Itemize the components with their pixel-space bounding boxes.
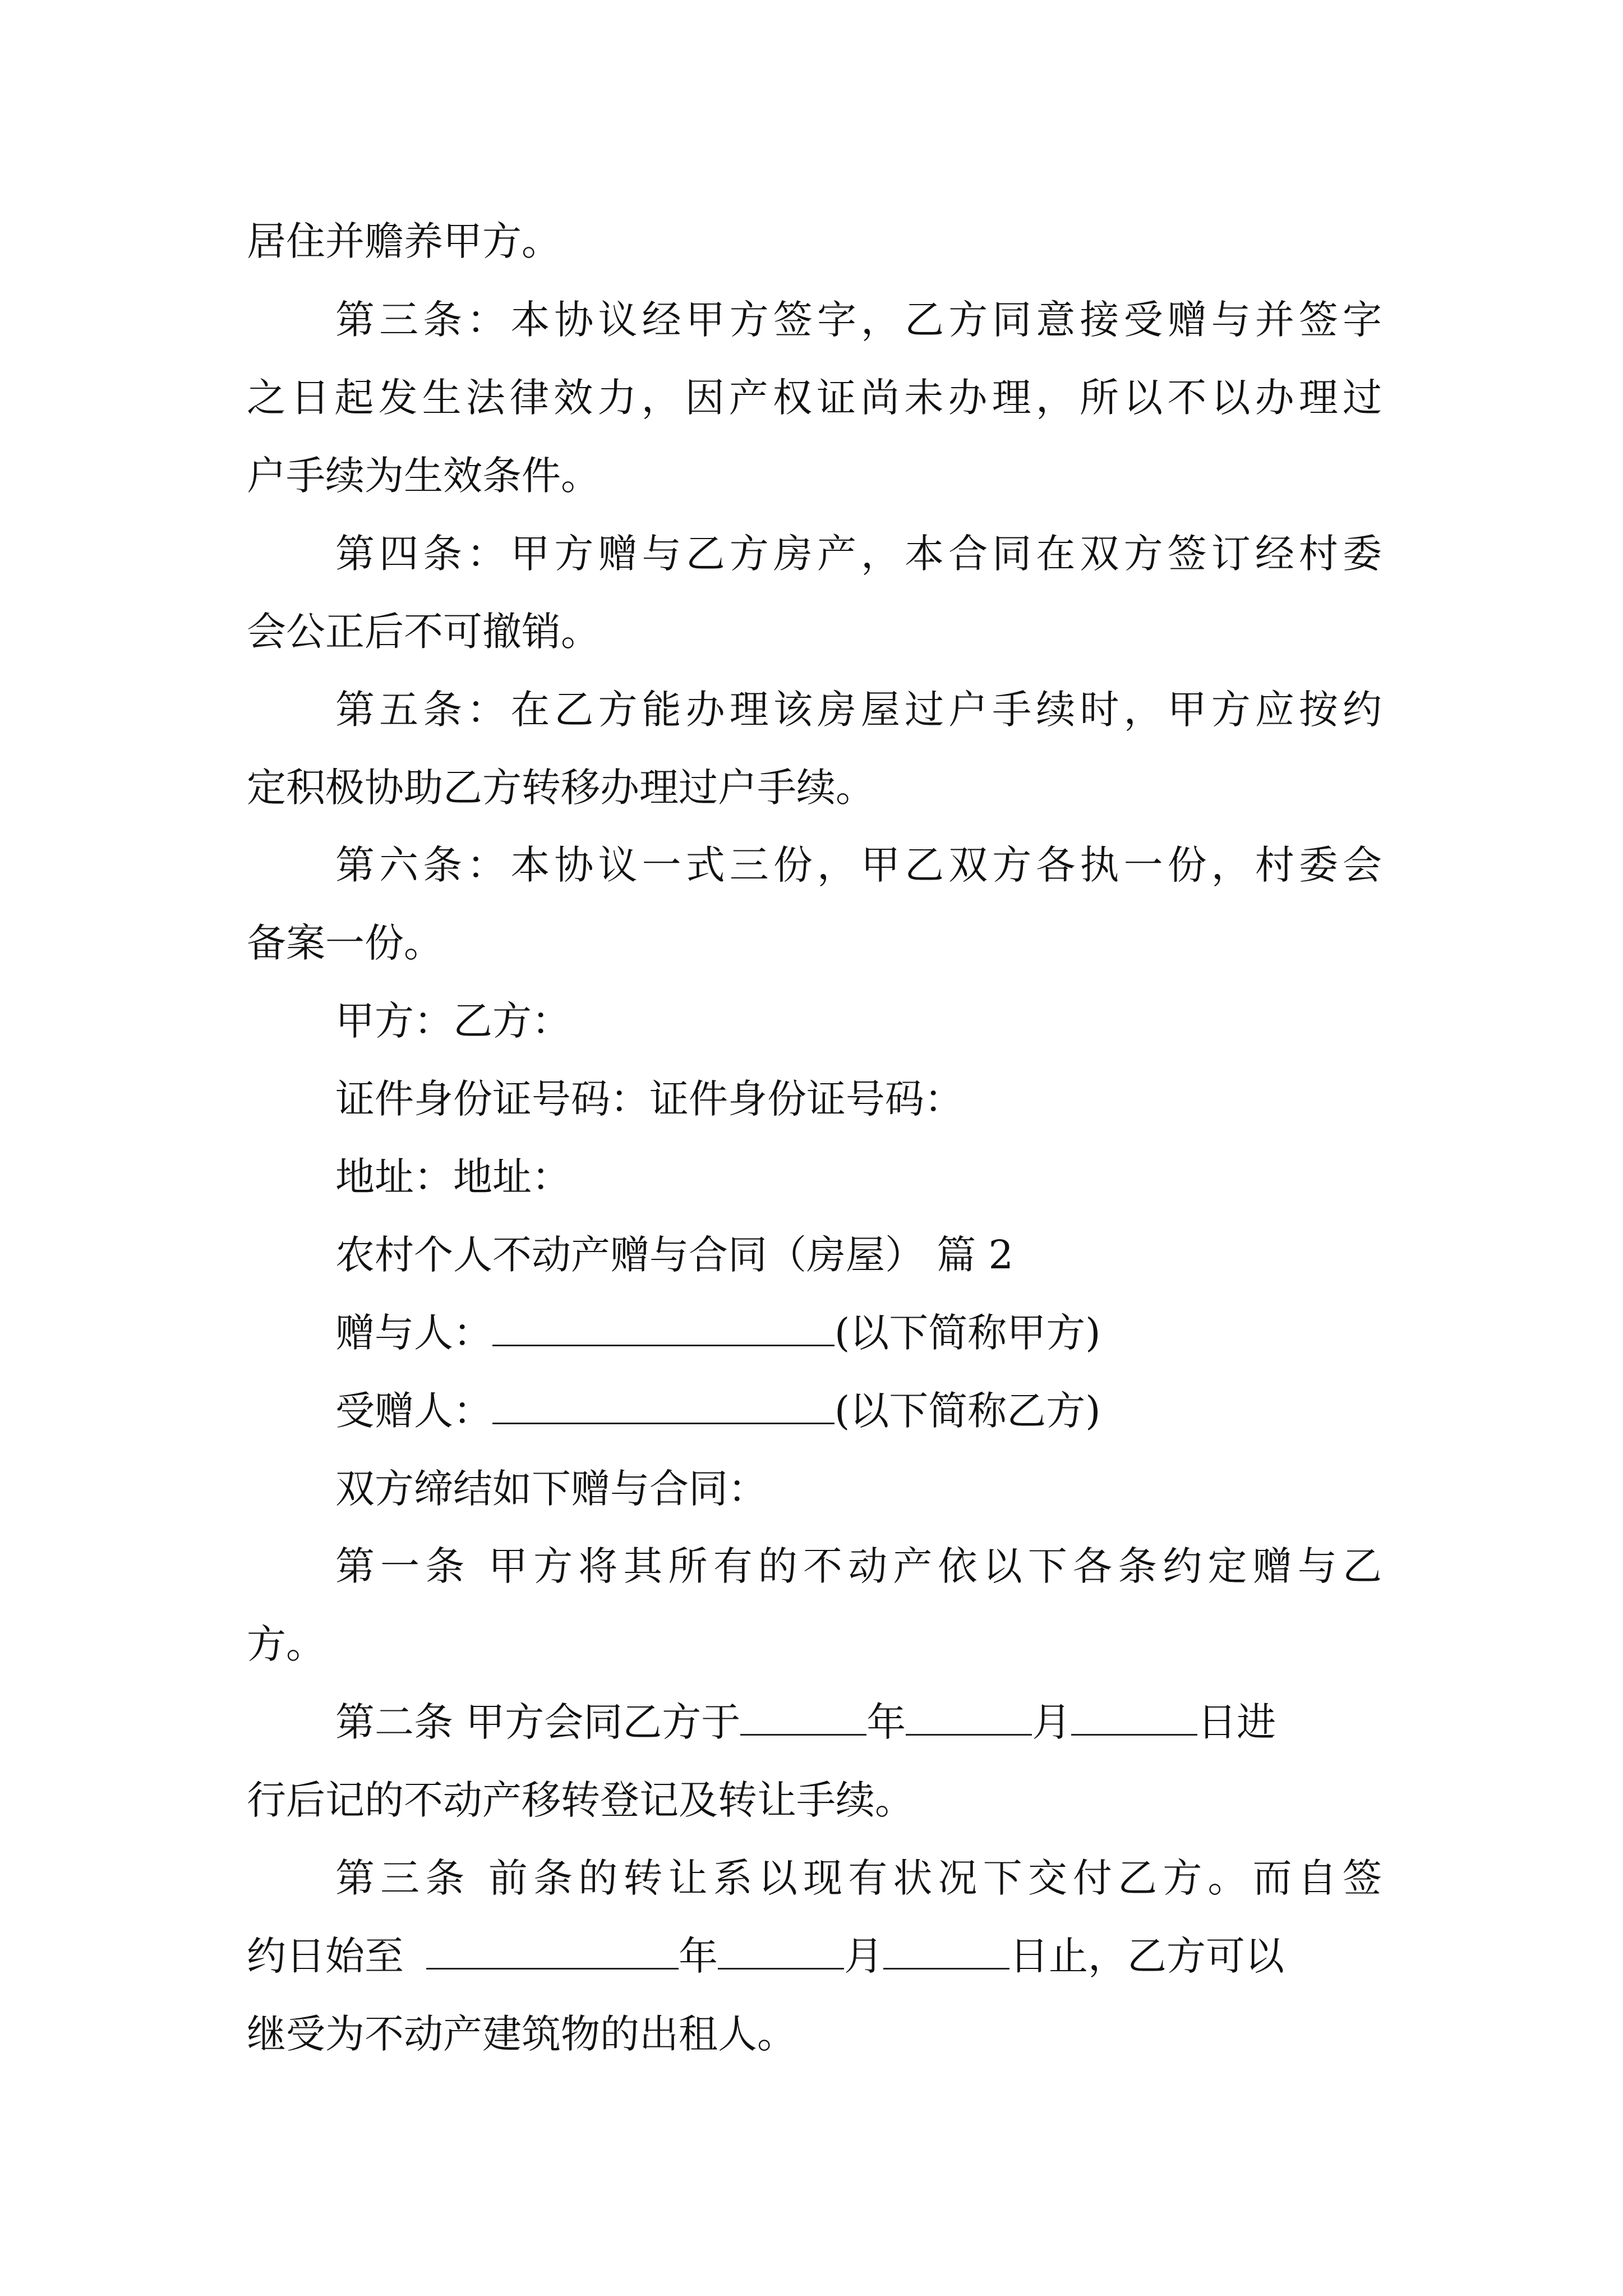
body-line: 户手续为生效条件。	[247, 453, 600, 499]
donor-line	[335, 1308, 1101, 1358]
address-line: 地址：地址：	[335, 1154, 571, 1200]
lease-end-text: 日止，乙方可以	[1009, 1933, 1284, 1979]
donee-line	[335, 1386, 1101, 1436]
donor-name-blank	[492, 1311, 834, 1346]
body-line: 居住并赡养甲方。	[247, 218, 561, 264]
donor-note: (以下简称甲方)	[834, 1310, 1101, 1356]
month-blank	[906, 1700, 1032, 1736]
body-line: 之日起发生法律效力，因产权证尚未办理，所以不以办理过	[247, 375, 1382, 421]
year-label: 年	[866, 1699, 906, 1745]
lease-year-blank	[426, 1934, 679, 1970]
body-line: 会公正后不可撤销。	[247, 609, 600, 655]
body-line: 备案一份。	[247, 920, 443, 966]
article-4-line: 第四条：甲方赠与乙方房产，本合同在双方签订经村委	[335, 531, 1382, 577]
section-heading: 农村个人不动产赠与合同（房屋） 篇 2	[335, 1232, 1014, 1278]
article-3-line: 第三条：本协议经甲方签字，乙方同意接受赠与并签字	[335, 297, 1382, 343]
lease-month-blank	[718, 1934, 844, 1970]
day-blank	[1071, 1700, 1197, 1736]
donor-label: 赠与人：	[335, 1310, 492, 1356]
article-6-line: 第六条：本协议一式三份，甲乙双方各执一份，村委会	[335, 842, 1382, 888]
lease-day-blank	[883, 1934, 1009, 1970]
year-blank	[740, 1700, 866, 1736]
donee-label: 受赠人：	[335, 1388, 492, 1434]
signature-parties-line: 甲方：乙方：	[335, 998, 571, 1044]
lease-year-label: 年	[679, 1933, 718, 1979]
article-3b-line: 第三条 前条的转让系以现有状况下交付乙方。而自签	[335, 1855, 1382, 1901]
lease-period-line	[247, 1931, 1284, 1981]
donee-name-blank	[492, 1389, 834, 1424]
lease-month-label: 月	[844, 1933, 883, 1979]
article-1-line: 第一条 甲方将其所有的不动产依以下各条约定赠与乙	[335, 1543, 1382, 1589]
id-number-line: 证件身份证号码：证件身份证号码：	[335, 1076, 963, 1122]
article-2-line	[335, 1697, 1276, 1747]
contract-intro-line: 双方缔结如下赠与合同：	[335, 1466, 767, 1512]
month-label: 月	[1032, 1699, 1072, 1745]
day-label: 日进	[1197, 1699, 1276, 1745]
body-line: 继受为不动产建筑物的出租人。	[247, 2011, 796, 2057]
body-line: 行后记的不动产移转登记及转让手续。	[247, 1777, 914, 1823]
donee-note: (以下简称乙方)	[834, 1388, 1101, 1434]
lease-start-text: 约日始至	[247, 1933, 404, 1979]
body-line: 方。	[247, 1621, 325, 1667]
article-5-line: 第五条：在乙方能办理该房屋过户手续时，甲方应按约	[335, 687, 1382, 733]
article-2-text: 第二条 甲方会同乙方于	[335, 1699, 741, 1745]
body-line: 定积极协助乙方转移办理过户手续。	[247, 765, 875, 811]
